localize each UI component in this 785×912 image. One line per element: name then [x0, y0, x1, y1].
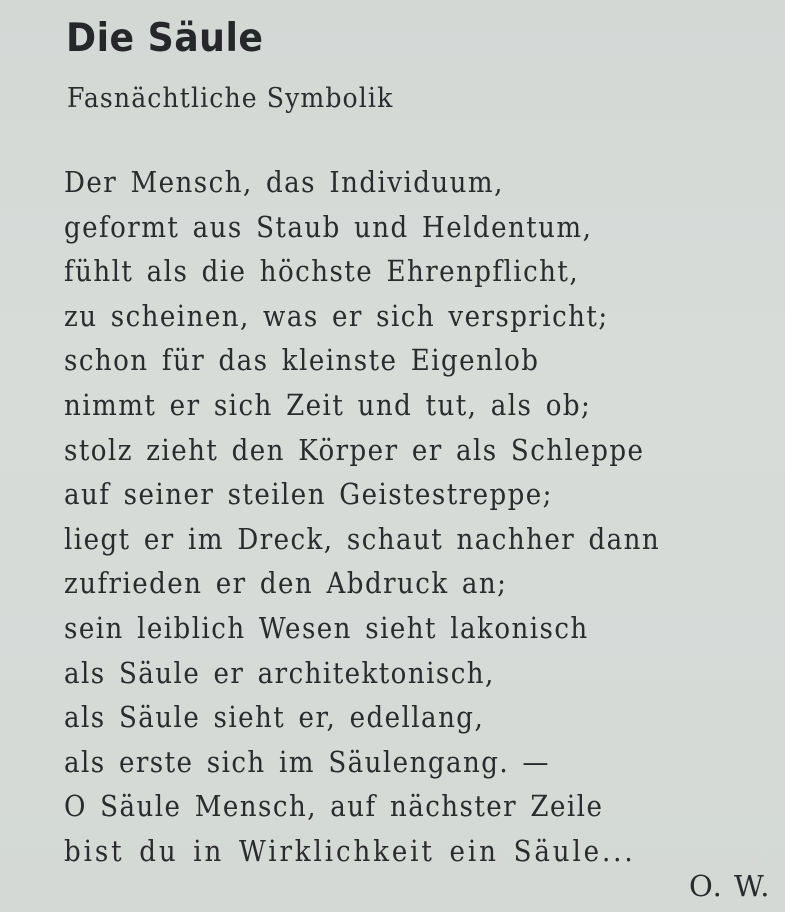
poem-line: als Säule sieht er, edellang,	[64, 700, 485, 735]
poem-line: fühlt als die höchste Ehrenpflicht,	[64, 254, 580, 289]
poem-line: nimmt er sich Zeit und tut, als ob;	[64, 387, 592, 422]
poem-line: auf seiner steilen Geistestreppe;	[64, 477, 553, 512]
poem-body	[64, 160, 726, 874]
poem-line: liegt er im Dreck, schaut nachher dann	[64, 521, 661, 556]
poem-line: geformt aus Staub und Heldentum,	[64, 209, 593, 244]
poem-title: Die Säule	[66, 16, 264, 61]
poem-line: sein leiblich Wesen sieht lakonisch	[64, 610, 589, 645]
poem-line: als erste sich im Säulengang. —	[64, 744, 550, 779]
poem-line: als Säule er architektonisch,	[64, 655, 495, 690]
poem-subtitle: Fasnächtliche Symbolik	[67, 83, 394, 114]
poem-line: schon für das kleinste Eigenlob	[64, 343, 540, 378]
poem-line: O Säule Mensch, auf nächster Zeile	[64, 789, 604, 824]
author-signature: O. W.	[689, 869, 771, 903]
poem-line: Der Mensch, das Individuum,	[64, 165, 504, 199]
poem-line: stolz zieht den Körper er als Schleppe	[64, 432, 645, 467]
poem-line: bist du in Wirklichkeit ein Säule...	[64, 833, 636, 868]
poem-line: zufrieden er den Abdruck an;	[64, 566, 508, 601]
poem-line: zu scheinen, was er sich verspricht;	[64, 298, 609, 333]
